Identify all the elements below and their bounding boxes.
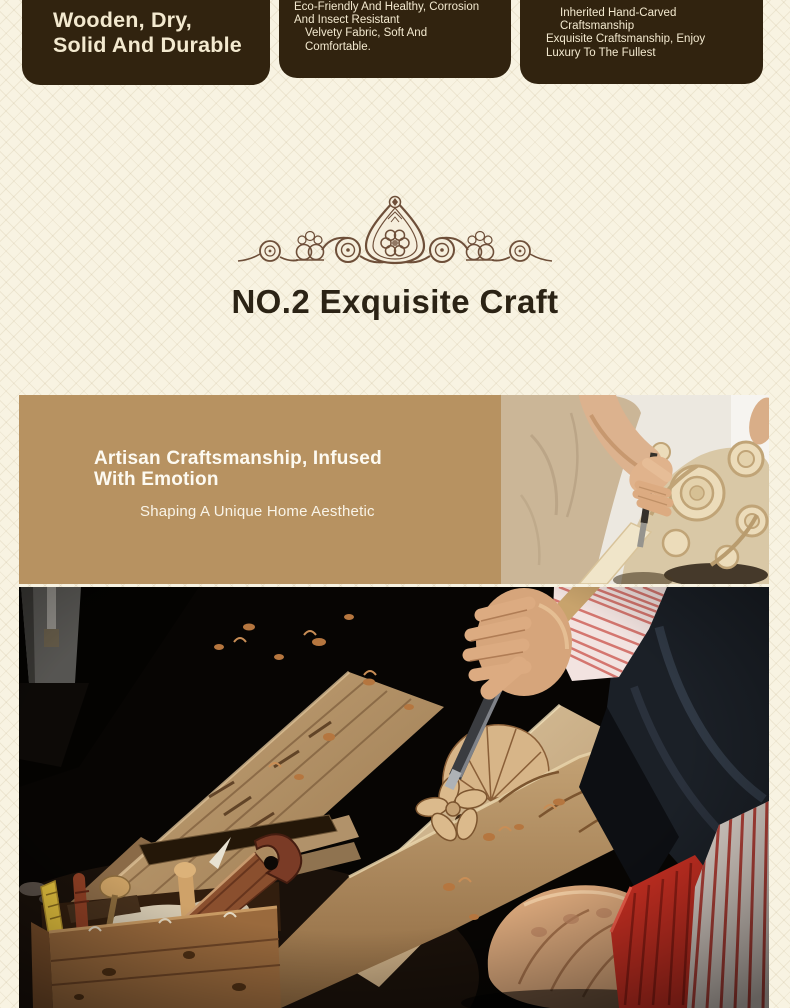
section-title: NO.2 Exquisite Craft	[231, 283, 559, 320]
filigree-scroll-divider-icon	[180, 194, 610, 274]
feature-box-wood	[22, 0, 270, 85]
feature-line: Velvety Fabric, Soft And	[305, 27, 428, 40]
feature-line: Craftsmanship	[560, 20, 635, 33]
feature-line: Solid And Durable	[53, 33, 242, 57]
workshop-wood-carving-scene-photo	[19, 587, 769, 1008]
feature-line: And Insect Resistant	[294, 14, 400, 27]
feature-line: Wooden, Dry,	[53, 8, 192, 32]
craft-banner-text-panel	[19, 395, 501, 584]
feature-line: Comfortable.	[305, 40, 371, 53]
feature-box-eco	[279, 0, 511, 78]
banner-title: Artisan Craftsmanship, Infused With Emotion	[94, 448, 382, 490]
hand-carving-scroll-relief-photo	[501, 395, 769, 584]
feature-line: Inherited Hand-Carved	[560, 7, 677, 19]
craft-banner	[19, 395, 769, 584]
feature-line: Eco-Friendly And Healthy, Corrosion	[294, 1, 480, 13]
banner-subtitle: Shaping A Unique Home Aesthetic	[140, 503, 375, 520]
feature-box-craft	[520, 0, 763, 84]
feature-line: Exquisite Craftsmanship, Enjoy	[546, 33, 706, 46]
feature-box-row	[22, 0, 763, 85]
feature-line: Luxury To The Fullest	[546, 46, 656, 59]
